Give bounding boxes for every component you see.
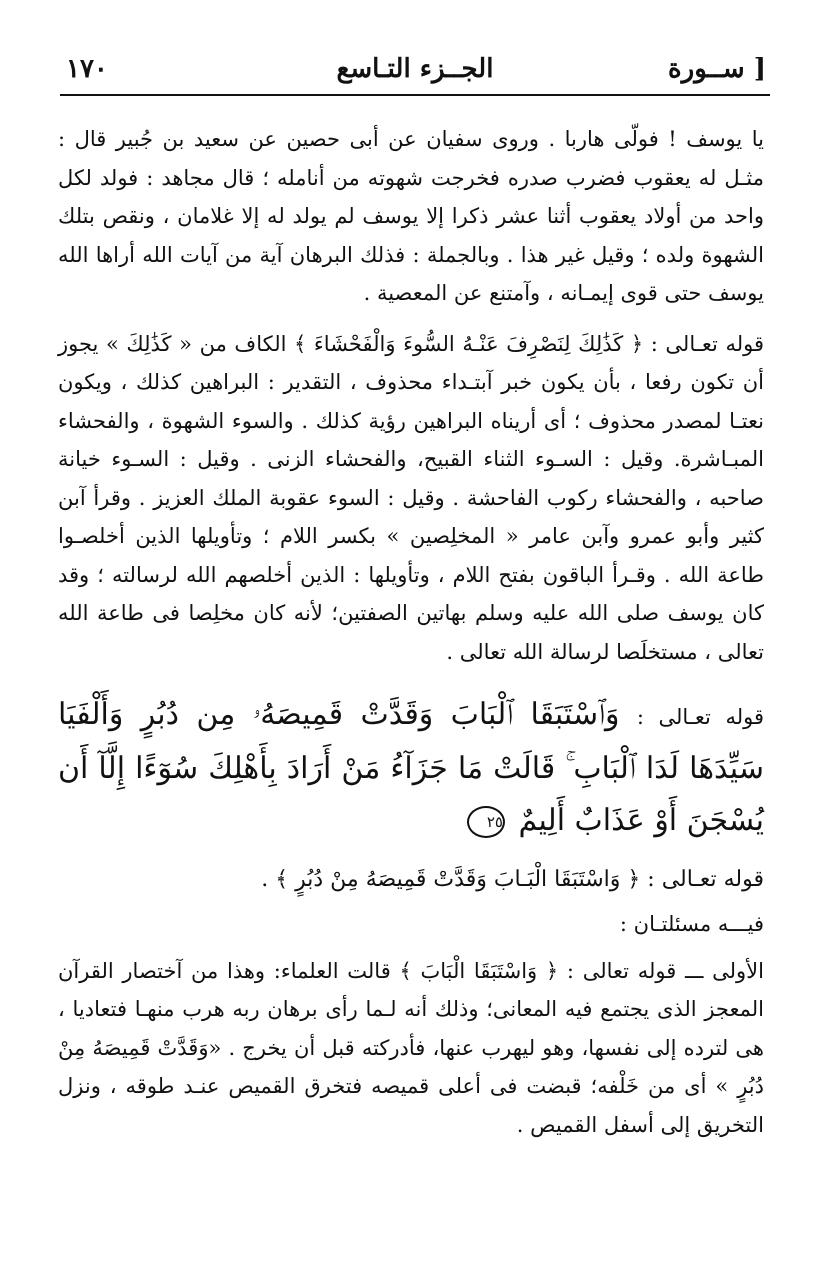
page-number: ١٧٠	[66, 54, 108, 84]
paragraph-3: الأولى ـــ قوله تعالى : ﴿ وَاسْتَبَقَا الْبَابَ ﴾ قالت العلماء: وهذا من آختصار القرآن المعجز الذى يجتمع فيه المعانى؛ وذلك أنه لـما رأى برهان ربه هرب منهـا فتعاديا ، هى لترده إلى نفسها، وهو ليهرب عنها، فأدركته قبل أن يخرج . «وَقَدَّتْ قَمِيصَهُ مِنْ دُبُرٍ » أى من خَلْفه؛ قبضت فى أعلى قميصه فتخرق القميص عنـد طوقه ، ونزل التخريق إلى أسفل القميص .	[58, 958, 764, 1137]
surah-label: [ ســورة	[668, 54, 766, 84]
verse-text: وَٱسْتَبَقَا ٱلْبَابَ وَقَدَّتْ قَمِيصَهُۥ مِن دُبُرٍ وَأَلْفَيَا سَيِّدَهَا لَدَا ٱلْبَابِ ۚ قَالَتْ مَا جَزَآءُ مَنْ أَرَادَ بِأَهْلِكَ سُوٓءًا إِلَّآ أَن يُسْجَنَ أَوْ عَذَابٌ أَلِيمٌ	[58, 697, 764, 838]
issues-heading: فيـــه مسئلتـان :	[619, 911, 764, 936]
paragraph-1: يا يوسف ! فولّى هاربا . وروى سفيان عن أبى حصين عن سعيد بن جُبير قال : مثـل له يعقوب فضرب صدره فخرجت شهوته من أنامله ؛ قال مجاهد : فولد لكل واحد من أولاد يعقوب أثنا عشر ذكرا إلا يوسف لم يولد له إلا غلامان ، ونقص بتلك الشهوة ولده ؛ وقيل غير هذا . وبالجملة : فذلك البرهان آية من آيات الله أراها الله يوسف حتى قوى إيمـانه ، وآمتنع عن المعصية .	[58, 127, 764, 305]
paragraph-2: قوله تعـالى : ﴿ كَذَٰلِكَ لِنَصْرِفَ عَنْـهُ السُّوءَ وَالْفَحْشَاءَ ﴾ الكاف من « كَذَٰلِكَ » يجوز أن تكون رفعا ، بأن يكون خبر آبتـداء محذوف ، التقدير : البراهين كذلك ، ويكون نعتـا لمصدر محذوف ؛ أى أريناه البراهين رؤية كذلك . والسوء الشهوة ، والفحشاء المبـاشرة. وقيل : السـوء الثناء القبيح، والفحشاء الزنى . وقيل : السـوء خيانة صاحبه ، والفحشاء ركوب الفاحشة . وقيل : السوء عقوبة الملك العزيز . وقرأ آبن كثير وأبو عمرو وآبن عامر « المخلِصين » بكسر اللام ؛ وتأويلها الذين أخلصـوا طاعة الله . وقـرأ الباقون بفتح اللام ، وتأويلها : الذين أخلصهم الله لرسالته ؛ وقد كان يوسف صلى الله عليه وسلم بهاتين الصفتين؛ لأنه كان مخلِصا فى طاعة الله تعالى ، مستخلَصا لرسالة الله تعالى .	[58, 331, 764, 664]
verse-lead: قوله تعـالى :	[636, 705, 764, 729]
commentary-quote: قوله تعـالى : ﴿ وَاسْتَبَقَا الْبَـابَ وَقَدَّتْ قَمِيصَهُ مِنْ دُبُرٍ ﴾ .	[261, 867, 764, 892]
quran-verse	[58, 689, 764, 847]
verse-number-marker: ٢٥	[467, 806, 505, 838]
page-body	[58, 120, 764, 1144]
running-title: الجــزء التـاسع	[336, 54, 494, 84]
page-header	[60, 48, 770, 96]
